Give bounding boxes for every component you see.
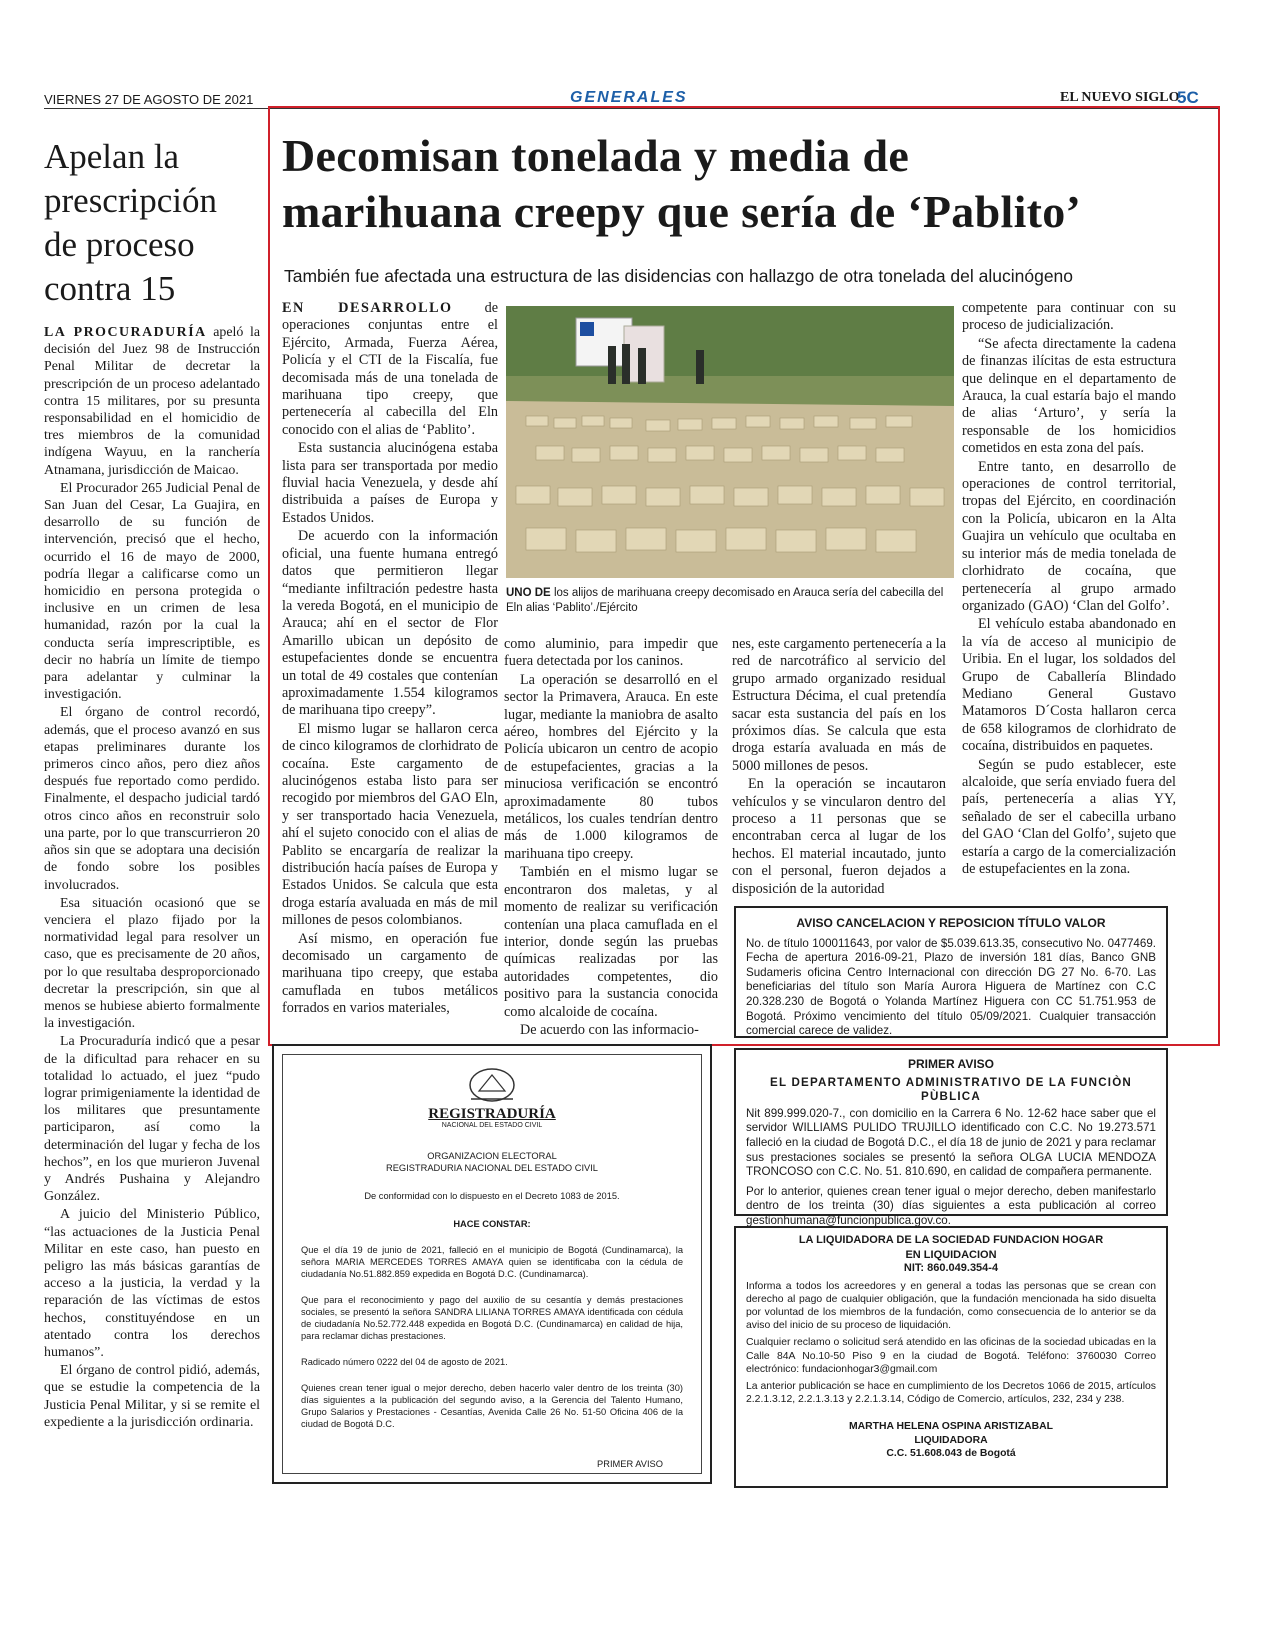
photo-caption <box>506 586 954 616</box>
main-paragraph: En la operación se incautaron vehículos y se vincularon dentro del proceso a 11 personas que se encontraban cerca al lugar de los hechos. El material incautado, junto con el personal, fueron dejados a disposición de la autoridad <box>732 776 946 897</box>
main-lead-word: EN DESARROLLO <box>282 300 453 316</box>
main-paragraph: De acuerdo con las informacio- <box>520 1021 699 1038</box>
left-paragraph: El órgano de control recordó, además, que el proceso avanzó en sus etapas preliminares durante los primeros cinco años, pero diez años después fue reportado como perdido. Finalmente, el despacho judicial tardó otros cinco años en reconstruir solo una parte, por lo que transcurrieron 20 años sin que se adoptara una decisión de fondo sobre los posibles involucrados. <box>44 705 260 893</box>
main-col3 <box>732 636 946 899</box>
main-paragraph: El mismo lugar se hallaron cerca de cinco kilogramos de clorhidrato de cocaína. Este cargamento de alucinógenos estaba listo para ser recogido por miembros del GAO Eln, y ser transportado hacia Venezuela, ahí el sujeto conocido con el alias de Pablito se encargaría de realizar la distribución hacía países de Europa y Estados Unidos. Se calcula que esta droga estaría avaluada en más de mil millones de pesos colombianos. <box>282 720 498 929</box>
main-paragraph: Según se pudo establecer, este alcaloide, que sería enviado fuera del país, pertenecería a alias YY, señalado de ser el cabecilla urbano del GAO ‘Clan del Golfo’, sujeto que estaría a cargo de la comercialización de estupefacientes en la zona. <box>962 756 1176 877</box>
main-paragraph: Entre tanto, en desarrollo de operaciones de control territorial, tropas del Ejército, en coordinación con la Policía, ubicaron en la Alta Guajira un vehículo que ocultaba en su interior más de media tonelada de clorhidrato de cocaína, que pertenecería al grupo armado organizado (GAO) ‘Clan del Golfo’. <box>962 458 1176 614</box>
notice-title: AVISO CANCELACION Y REPOSICION TÍTULO VALOR <box>796 916 1106 930</box>
newspaper-brand: EL NUEVO SIGLO <box>1060 90 1180 105</box>
main-paragraph: nes, este cargamento pertenecería a la red de narcotráfico al servicio del grupo armado organizado residual Estructura Décima, el cual pretendía sacar esta sustancia del país en los próximos días. Se calcula que esta droga estaría avaluada en más de 5000 millones de pesos. <box>732 636 947 774</box>
main-col4 <box>962 300 1176 879</box>
main-paragraph: “Se afecta directamente la cadena de finanzas ilícitas de esta estructura que delinque en el departamento de Arauca, la cual estaría bajo el mando de alias ‘Arturo’, y sería la responsable de los homicidios cometidos en esta zona del país. <box>962 335 1176 457</box>
main-paragraph: como aluminio, para impedir que fuera detectada por los caninos. <box>504 636 718 670</box>
notice-text: Nit 899.999.020-7., con domicilio en la Carrera 6 No. 12-62 hace saber que el servidor WILLIAMS PULIDO TRUJILLO identificado con C.C. No 19.273.571 falleció en la ciudad de Bogotá D.C., el día 18 de junio de 2021 y para reclamar sus prestaciones sociales se presentó la señora OLGA LUCIA MENDOZA TRONCOSO con C.C. No. 51. 810.690, en calidad de compañera permanente. <box>746 1106 1156 1179</box>
registry-paragraph: Que el día 19 de junio de 2021, falleció en el municipio de Bogotá (Cundinamarca), la señora MARIA MERCEDES TORRES AMAYA quien se identificaba con la cédula de ciudadanía No.51.882.859 expedida en Bogotá D.C. (Cundinamarca). <box>301 1245 683 1279</box>
left-article-body <box>44 324 260 1432</box>
issue-date: VIERNES 27 DE AGOSTO DE 2021 <box>44 92 254 107</box>
photo-illustration <box>506 306 954 578</box>
main-paragraph: de operaciones conjuntas entre el Ejército, Armada, Fuerza Aérea, Policía y el CTI de la Fiscalía, fue decomisada más de una tonelada de marihuana tipo creepy, que pertenecería al cabecilla del Eln conocido con el alias de ‘Pablito’. <box>282 300 499 438</box>
notice-text: Cualquier reclamo o solicitud será atendido en las oficinas de la sociedad ubicadas en la Calle 84A No.10-50 Piso 9 en la ciudad de Bogotá. Teléfono: 3760030 Correo electrónico: fundacionhogar3@gmail.com <box>746 1337 1156 1375</box>
left-paragraph: El órgano de control pidió, además, que se estudie la competencia de la Justicia Penal Militar, y si se remite el expediente a la jurisdicción ordinaria. <box>44 1363 260 1430</box>
notice-subtitle: EL DEPARTAMENTO ADMINISTRATIVO DE LA FUNCIÒN PÙBLICA <box>770 1075 1132 1104</box>
registry-seal-icon <box>457 1065 527 1105</box>
registry-org-line: ORGANIZACION ELECTORAL <box>427 1151 557 1161</box>
main-paragraph: competente para continuar con su proceso de judicialización. <box>962 300 1176 334</box>
main-paragraph: También en el mismo lugar se encontraron dos maletas, y al momento de realizar su verificación contenían una placa camuflada en el interior, donde según las pruebas químicas realizadas por las autoridades competentes, dio positivo para la sustancia conocida como alcaloide de cocaína. <box>504 864 718 1020</box>
signature-id: C.C. 51.608.043 de Bogotá <box>886 1447 1016 1459</box>
registry-hace-constar: HACE CONSTAR: <box>453 1219 531 1229</box>
registry-notice <box>272 1044 712 1484</box>
page-number: 5C <box>1177 88 1199 107</box>
registry-footer: PRIMER AVISO <box>597 1459 663 1469</box>
main-paragraph: La operación se desarrolló en el sector la Primavera, Arauca. En este lugar, mediante la maniobra de asalto aéreo, hombres del Ejército y la Policía ubicaron un centro de acopio de estupefacientes, gracias a la minuciosa verificación se encontró aproximadamente 80 tubos metálicos, los cuales tendrían dentro más de 1.000 kilogramos de marihuana tipo creepy. <box>504 671 718 862</box>
main-title-line: Decomisan tonelada y media de <box>282 130 910 181</box>
registry-decree: De conformidad con lo dispuesto en el Decreto 1083 de 2015. <box>364 1191 620 1201</box>
registry-paragraph: Quienes crean tener igual o mejor derecho, deben hacerlo valer dentro de los treinta (30) días siguientes a la publicación del segundo aviso, a la Gerencia del Talento Humano, Grupo Salarios y Prestaciones - Cesantías, Avenida Calle 26 No. 51-50 Oficina 406 de la ciudad de Bogotá D.C. <box>301 1383 683 1429</box>
signature-name: MARTHA HELENA OSPINA ARISTIZABAL <box>849 1421 1053 1433</box>
notice-title-cancellation <box>734 906 1168 1038</box>
main-title <box>282 128 1212 240</box>
seized-marijuana-photo <box>506 306 954 578</box>
left-paragraph: La Procuraduría indicó que a pesar de la dificultad para rehacer en su totalidad lo actuado, el juez “pudo lograr primigeniamente la identidad de los militares que presuntamente participaron, así como la determinación del lugar y fecha de los hechos”, en los que murieron Juvenal y Andrés Pushaina y Alejandro González. <box>44 1034 260 1205</box>
notice-text: Por lo anterior, quienes crean tener igual o mejor derecho, deben manifestarlo dentro de los treinta (30) días siguientes a esta publicación al correo gestionhumana@funcionpublica.gov.co. <box>746 1184 1156 1227</box>
main-paragraph: Así mismo, en operación fue decomisado un cargamento de marihuana tipo creepy, que estaba camuflada en tubos metálicos forrados en varios materiales, <box>282 930 498 1017</box>
notice-title: LA LIQUIDADORA DE LA SOCIEDAD FUNDACION HOGAR <box>798 1234 1104 1246</box>
main-paragraph: El vehículo estaba abandonado en la vía de acceso al municipio de Uribia. En el lugar, los soldados del Grupo de Caballería Blindado Mediano General Gustavo Matamoros D´Costa hallaron cerca de 658 kilogramos de clorhidrato de cocaína, distribuidos en paquetes. <box>962 616 1176 755</box>
section-name: GENERALES <box>570 89 688 106</box>
registry-paragraph: Radicado número 0222 del 04 de agosto de 2021. <box>301 1357 508 1367</box>
registry-logo-text: REGISTRADURÍA <box>428 1106 556 1122</box>
signature-role: LIQUIDADORA <box>914 1434 988 1446</box>
main-paragraph: Esta sustancia alucinógena estaba lista para ser transportada por medio fluvial hacia Venezuela, y desde ahí distribuida a países de Europa y Estados Unidos. <box>282 440 498 526</box>
main-subtitle: También fue afectada una estructura de las disidencias con hallazgo de otra tonelada del alucinógeno <box>284 266 1074 286</box>
main-col1-top <box>282 300 498 1019</box>
main-paragraph: De acuerdo con la información oficial, una fuente humana entregó datos que permitieron llegar “mediante infiltración pedestre hasta la vereda Bogotá, en el municipio de Arauca; ahí en el sector de Flor Amarillo ubican un depósito de estupefacientes donde se encuentra un total de 49 costales que contenían aproximadamente 1.554 kilogramos de marihuana tipo creepy”. <box>282 528 498 719</box>
registry-org-line: REGISTRADURIA NACIONAL DEL ESTADO CIVIL <box>386 1163 598 1173</box>
left-paragraph: Esa situación ocasionó que se venciera el plazo fijado por la normatividad legal para resolver un caso, que es precisamente de 20 años, por lo que resultaba desproporcionado decretar la prescripción, sin que al menos se hubiese abierto formalmente la investigación. <box>44 895 260 1032</box>
notice-text: La anterior publicación se hace en cumplimiento de los Decretos 1066 de 2015, artículos 2.2.1.3.12, 2.2.1.3.13 y 2.2.1.3.14, Código de Comercio, artículos, 232, 234 y 238. <box>746 1381 1156 1406</box>
notice-nit: NIT: 860.049.354-4 <box>903 1262 999 1275</box>
notice-text: Informa a todos los acreedores y en general a todas las personas que se crean con derecho al pago de cualquier obligación, que la fundación mencionada ha sido disuelta por voluntad de los miembros de la fundación, como consecuencia de lo anterior se da aviso del inicio de su proceso de liquidación. <box>746 1280 1156 1332</box>
caption-lead: UNO DE <box>506 587 551 599</box>
notice-title2: EN LIQUIDACION <box>905 1249 997 1262</box>
left-paragraph: apeló la decisión del Juez 98 de Instrucción Penal Militar de decretar la prescripción de un proceso adelantado contra 15 militares, por su presunta responsabilidad en el homicidio de tres miembros de la comunidad indígena Wayuu, en la ranchería Atnamana, jurisdicción de Maicao. <box>44 325 260 478</box>
notice-text: No. de título 100011643, por valor de $5.039.613.35, consecutivo No. 0477469. Fecha de apertura 2016-09-21, Plazo de inversión 181 días, Banco GNB Sudameris oficina Centro Internacional con dirección DG 27 No. 6-70. Las beneficiarias del título son María Aurora Higuera de Martínez con C.C 20.328.230 de Bogotá o Yolanda Martínez Higuera con CC 51.751.953 de Bogotá. Próximo vencimiento del título 05/09/2021. Cualquier transacción comercial carece de validez. <box>746 936 1156 1038</box>
notice-primer-aviso <box>734 1048 1168 1227</box>
caption-text: los alijos de marihuana creepy decomisado en Arauca sería del cabecilla del Eln alias ‘Pablito’./Ejército <box>506 587 944 614</box>
left-article-title: Apelan la prescripción de proceso contra 15 <box>44 137 217 308</box>
registry-logo-sub: NACIONAL DEL ESTADO CIVIL <box>441 1122 543 1129</box>
notice-fundacion-hogar <box>734 1226 1168 1488</box>
registry-paragraph: Que para el reconocimiento y pago del auxilio de su cesantía y demás prestaciones sociales, se presentó la señora SANDRA LILIANA TORRES AMAYA identificada con cédula de ciudadanía No.52.772.448 expedida en Bogotá D.C. (Cundinamarca) en calidad de hija, para reclamar dichas prestaciones. <box>301 1295 683 1341</box>
left-paragraph: El Procurador 265 Judicial Penal de San Juan del Cesar, La Guajira, en desarrollo de su función de intervención, precisó que el hecho, ocurrido el 16 de mayo de 2000, podría llegar a calificarse como un homicidio en persona protegida o inclusive en un crimen de lesa humanidad, razón por la cual la conducta sería imprescriptible, es decir no habría un límite de tiempo para adelantar y culminar la investigación. <box>44 480 260 703</box>
notice-title: PRIMER AVISO <box>907 1057 994 1071</box>
left-lead-word: LA PROCURADURÍA <box>44 325 207 340</box>
main-title-line: marihuana creepy que sería de ‘Pablito’ <box>282 186 1082 237</box>
left-paragraph: A juicio del Ministerio Público, “las actuaciones de la Justicia Penal Militar en este caso, han puesto en peligro las más básicas garantías de acceso a la justicia, la verdad y la reparación de las víctimas de estos hechos, constituyéndose en un atentado contra los derechos humanos”. <box>44 1207 260 1360</box>
main-col2 <box>504 636 718 1040</box>
